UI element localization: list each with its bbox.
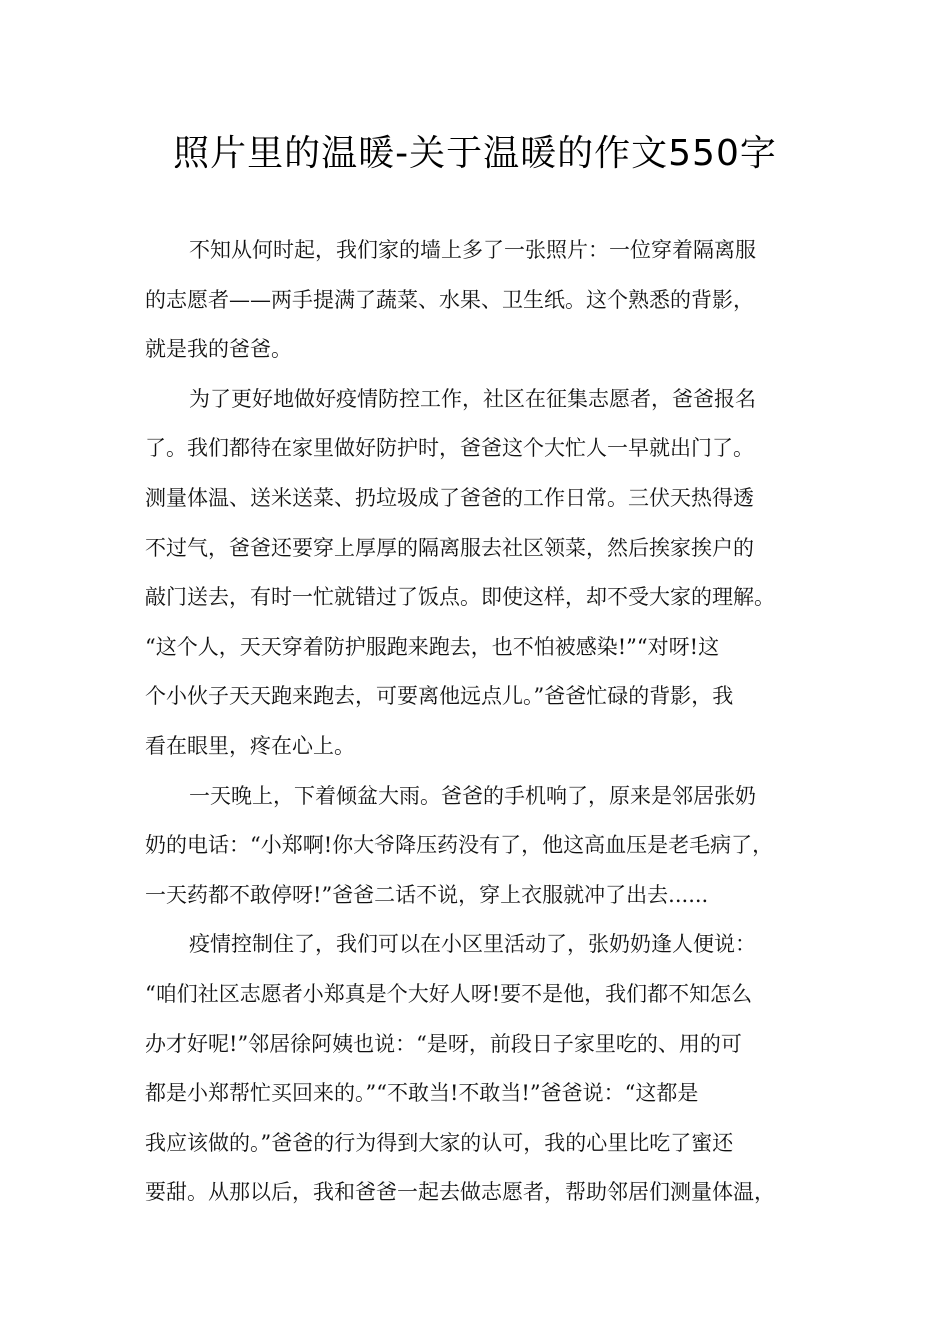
text-line: 个小伙子天天跑来跑去，可要离他远点儿。”爸爸忙碌的背影，我: [145, 684, 734, 709]
text-line: 为了更好地做好疫情防控工作，社区在征集志愿者，爸爸报名: [189, 386, 756, 411]
text-line: 看在眼里，疼在心上。: [145, 733, 355, 758]
text-line: 我应该做的。”爸爸的行为得到大家的认可，我的心里比吃了蜜还: [145, 1130, 734, 1155]
paragraph-3: [145, 772, 825, 921]
text-line: 奶的电话：“小郑啊!你大爷降压药没有了，他这高血压是老毛病了，: [145, 833, 774, 858]
document-title: 照片里的温暖-关于温暖的作文550字: [173, 133, 777, 174]
paragraph-4: [145, 920, 825, 1218]
text-line: “这个人，天天穿着防护服跑来跑去，也不怕被感染!”“对呀!这: [145, 634, 720, 659]
text-line: 敲门送去，有时一忙就错过了饭点。即使这样，却不受大家的理解。: [145, 585, 775, 610]
text-line: 不过气，爸爸还要穿上厚厚的隔离服去社区领菜，然后挨家挨户的: [145, 535, 754, 560]
document-body: [145, 226, 825, 1218]
text-line: 了。我们都待在家里做好防护时，爸爸这个大忙人一早就出门了。: [145, 436, 754, 461]
text-line: 的志愿者——两手提满了蔬菜、水果、卫生纸。这个熟悉的背影，: [145, 287, 754, 312]
text-line: 就是我的爸爸。: [145, 337, 292, 362]
text-line: 办才好呢!”邻居徐阿姨也说：“是呀，前段日子家里吃的、用的可: [145, 1031, 742, 1056]
text-line: 要甜。从那以后，我和爸爸一起去做志愿者，帮助邻居们测量体温，: [145, 1180, 775, 1205]
text-line: 都是小郑帮忙买回来的。”“不敢当!不敢当!”爸爸说：“这都是: [145, 1081, 699, 1106]
paragraph-1: [145, 226, 825, 375]
text-line: 不知从何时起，我们家的墙上多了一张照片：一位穿着隔离服: [189, 238, 756, 262]
text-line: 一天药都不敢停呀!”爸爸二话不说，穿上衣服就冲了出去......: [145, 882, 709, 907]
text-line: 疫情控制住了，我们可以在小区里活动了，张奶奶逢人便说：: [189, 932, 756, 957]
paragraph-2: [145, 375, 825, 772]
text-line: 测量体温、送米送菜、扔垃圾成了爸爸的工作日常。三伏天热得透: [145, 485, 754, 510]
text-line: “咱们社区志愿者小郑真是个大好人呀!要不是他，我们都不知怎么: [145, 981, 753, 1006]
text-line: 一天晚上，下着倾盆大雨。爸爸的手机响了，原来是邻居张奶: [189, 783, 756, 808]
